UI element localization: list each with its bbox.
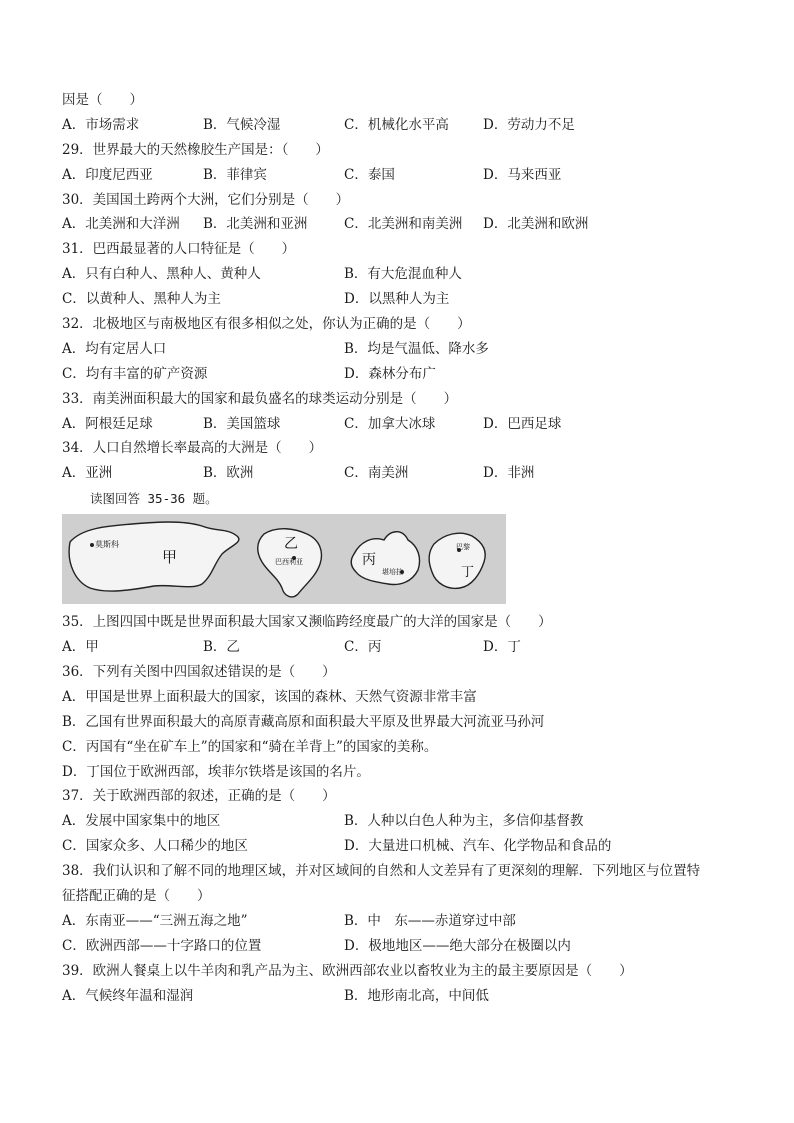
question-38-continued: 征搭配正确的是（ ） xyxy=(62,888,211,905)
option-c[interactable]: C．欧洲西部——十字路口的位置 xyxy=(62,937,262,954)
option-a[interactable]: A．印度尼西亚 xyxy=(62,166,153,183)
question-37-options-row2 xyxy=(62,834,742,859)
option-b[interactable]: B．美国篮球 xyxy=(203,415,281,432)
option-d[interactable]: D．森林分布广 xyxy=(344,365,436,382)
option-b[interactable]: B．均是气温低、降水多 xyxy=(344,340,489,357)
option-c[interactable]: C．均有丰富的矿产资源 xyxy=(62,365,208,382)
option-a[interactable]: A．亚洲 xyxy=(62,465,113,482)
question-31-options-row1 xyxy=(62,262,742,287)
question-28-stem-tail: 因是（ ） xyxy=(62,92,143,108)
option-d[interactable]: D．以黑种人为主 xyxy=(344,291,450,308)
question-28-options xyxy=(62,113,742,138)
question-37: 37．关于欧洲西部的叙述，正确的是（ ） xyxy=(62,788,336,805)
option-b[interactable]: B．地形南北高，中间低 xyxy=(344,987,489,1004)
question-29: 29．世界最大的天然橡胶生产国是：（ ） xyxy=(62,141,329,158)
option-c[interactable]: C．丙国有“坐在矿车上”的国家和“骑在羊背上”的国家的美称。 xyxy=(62,738,438,755)
option-b[interactable]: B．乙国有世界面积最大的高原青藏高原和面积最大平原及世界最大河流亚马孙河 xyxy=(62,713,545,730)
question-39-options-row1 xyxy=(62,984,742,1009)
option-b[interactable]: B．中 东——赤道穿过中部 xyxy=(344,912,516,929)
option-a[interactable]: A．阿根廷足球 xyxy=(62,415,153,432)
label-ding: 丁 xyxy=(461,565,475,581)
option-c[interactable]: C．北美洲和南美洲 xyxy=(344,216,463,233)
option-d[interactable]: D．马来西亚 xyxy=(483,166,562,183)
label-bing: 丙 xyxy=(362,552,376,569)
question-33-options xyxy=(62,412,742,437)
question-34: 34．人口自然增长率最高的大洲是（ ） xyxy=(62,440,323,457)
question-39: 39．欧洲人餐桌上以牛羊肉和乳产品为主、欧洲西部农业以畜牧业为主的最主要原因是（ ） xyxy=(62,962,633,979)
four-countries-map-figure xyxy=(62,514,506,604)
option-b[interactable]: B．有大危混血种人 xyxy=(344,266,462,283)
option-b[interactable]: B．乙 xyxy=(203,639,240,656)
option-a[interactable]: A．气候终年温和湿润 xyxy=(62,987,194,1004)
option-c[interactable]: C．加拿大冰球 xyxy=(344,415,436,432)
question-35-options xyxy=(62,635,742,660)
option-b[interactable]: B．人种以白色人种为主，多信仰基督教 xyxy=(344,813,584,830)
option-d[interactable]: D．丁 xyxy=(483,639,521,656)
option-a[interactable]: A．发展中国家集中的地区 xyxy=(62,813,221,830)
exam-page xyxy=(62,88,742,1009)
question-32-options-row1 xyxy=(62,337,742,362)
option-c[interactable]: C．南美洲 xyxy=(344,465,409,482)
option-b[interactable]: B．菲律宾 xyxy=(203,166,267,183)
option-c[interactable]: C．泰国 xyxy=(344,166,395,183)
option-d[interactable]: D．劳动力不足 xyxy=(483,116,575,133)
option-b[interactable]: B．气候冷湿 xyxy=(203,116,281,133)
question-33: 33．南美洲面积最大的国家和最负盛名的球类运动分别是（ ） xyxy=(62,390,458,407)
option-d[interactable]: D．巴西足球 xyxy=(483,415,562,432)
question-31-options-row2 xyxy=(62,287,742,312)
option-a[interactable]: A．北美洲和大洋洲 xyxy=(62,216,180,233)
question-34-options xyxy=(62,461,742,486)
option-c[interactable]: C．机械化水平高 xyxy=(344,116,449,133)
option-c[interactable]: C．以黄种人、黑种人为主 xyxy=(62,291,221,308)
question-38: 38．我们认识和了解不同的地理区域，并对区域间的自然和人文差异有了更深刻的理解．下列地区与位置特 xyxy=(62,863,701,880)
option-a[interactable]: A．甲国是世界上面积最大的国家，该国的森林、天然气资源非常丰富 xyxy=(62,688,477,705)
question-38-options-row1 xyxy=(62,909,742,934)
option-a[interactable]: A．均有定居人口 xyxy=(62,340,167,357)
option-b[interactable]: B．北美洲和亚洲 xyxy=(203,216,308,233)
label-yi: 乙 xyxy=(284,536,298,553)
option-c[interactable]: C．国家众多、人口稀少的地区 xyxy=(62,838,248,855)
label-moscow: 莫斯科 xyxy=(95,540,119,550)
label-canberra: 堪培拉 xyxy=(382,568,403,577)
question-38-options-row2 xyxy=(62,934,742,959)
option-a[interactable]: A．东南亚——“三洲五海之地” xyxy=(62,912,248,929)
question-35: 35．上图四国中既是世界面积最大国家又濒临跨经度最广的大洋的国家是（ ） xyxy=(62,614,552,631)
option-b[interactable]: B．欧洲 xyxy=(203,465,254,482)
label-brasilia: 巴西利亚 xyxy=(275,558,303,567)
label-paris: 巴黎 xyxy=(456,543,470,552)
question-37-options-row1 xyxy=(62,809,742,834)
country-outlines xyxy=(62,514,506,604)
russia-outline xyxy=(69,522,239,591)
option-a[interactable]: A．只有白种人、黑种人、黄种人 xyxy=(62,266,261,283)
figure-intro: 读图回答 35-36 题。 xyxy=(90,491,218,507)
question-30: 30．美国国土跨两个大洲，它们分别是（ ） xyxy=(62,191,350,208)
option-a[interactable]: A．甲 xyxy=(62,639,99,656)
label-jia: 甲 xyxy=(162,548,178,567)
option-d[interactable]: D．极地地区——绝大部分在极圈以内 xyxy=(344,937,571,954)
question-32: 32．北极地区与南极地区有很多相似之处，你认为正确的是（ ） xyxy=(62,316,471,333)
question-36: 36．下列有关图中四国叙述错误的是（ ） xyxy=(62,664,336,681)
question-30-options xyxy=(62,212,742,237)
option-d[interactable]: D．大量进口机械、汽车、化学物品和食品的 xyxy=(344,838,612,855)
option-d[interactable]: D．非洲 xyxy=(483,465,535,482)
option-c[interactable]: C．丙 xyxy=(344,639,382,656)
question-32-options-row2 xyxy=(62,362,742,387)
france-outline xyxy=(429,533,485,588)
question-29-options xyxy=(62,163,742,188)
question-31: 31．巴西最显著的人口特征是（ ） xyxy=(62,241,296,258)
option-a[interactable]: A．市场需求 xyxy=(62,116,140,133)
option-d[interactable]: D．丁国位于欧洲西部，埃菲尔铁塔是该国的名片。 xyxy=(62,763,370,780)
option-d[interactable]: D．北美洲和欧洲 xyxy=(483,216,589,233)
